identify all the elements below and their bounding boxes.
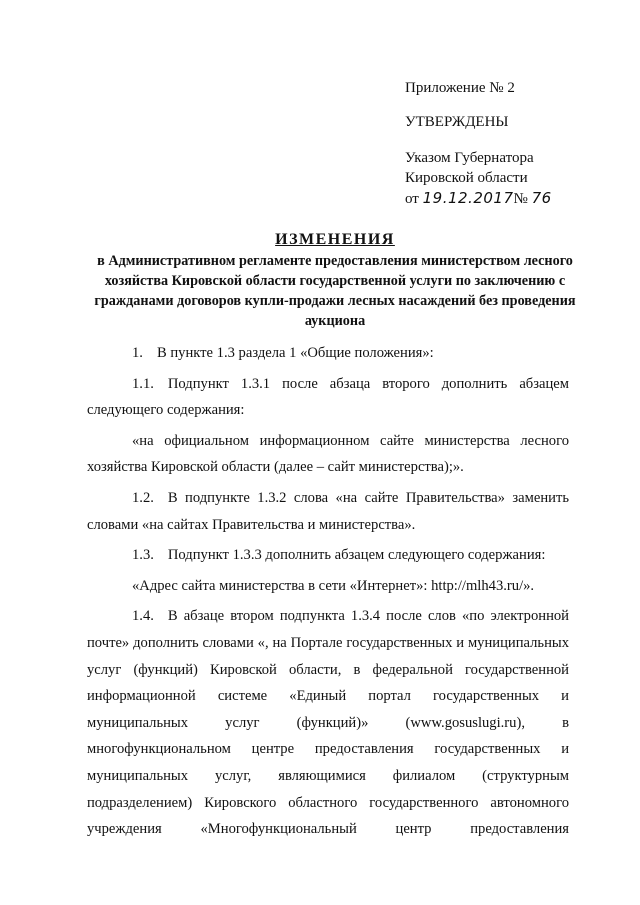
- paragraph-number: 1.4.: [132, 608, 154, 625]
- approval-block: [405, 78, 625, 209]
- decree-date-line: [405, 188, 625, 209]
- paragraph-1-2: [87, 485, 569, 538]
- paragraph-number: 1.2.: [132, 489, 154, 506]
- document-title: ИЗМЕНЕНИЯ: [275, 231, 395, 248]
- paragraph-1-4: [87, 603, 569, 842]
- paragraph-text: Подпункт 1.3.1 после абзаца второго дополнить абзацем следующего содержания:: [87, 375, 569, 419]
- handwritten-number: 76: [531, 189, 552, 207]
- number-sign: №: [513, 191, 528, 207]
- paragraph-number: 1.: [132, 345, 143, 361]
- paragraph-number: 1.1.: [132, 375, 154, 392]
- paragraph-1: [87, 340, 569, 367]
- paragraph-text: Подпункт 1.3.3 дополнить абзацем следующего содержания:: [167, 547, 546, 564]
- paragraph-text: «Адрес сайта министерства в сети «Интернет»: http://mlh43.ru/».: [132, 577, 535, 594]
- paragraph-text: В подпункте 1.3.2 слова «на сайте Правительства» заменить словами «на сайтах Правительства и министерства».: [87, 489, 569, 533]
- decree-line-1: Указом Губернатора: [405, 150, 534, 166]
- paragraph-1-1: [87, 371, 569, 424]
- date-prefix: от: [405, 191, 419, 207]
- handwritten-date: 19.12.2017: [422, 189, 514, 207]
- appendix-label: Приложение № 2: [405, 80, 515, 96]
- paragraph-1-3-quote: [87, 573, 569, 600]
- document-body: [87, 340, 569, 843]
- paragraph-text: «на официальном информационном сайте министерства лесного хозяйства Кировской области (далее – сайт министерства);».: [87, 432, 569, 476]
- document-title-block: [85, 230, 585, 331]
- decree-line-2: Кировской области: [405, 170, 528, 186]
- paragraph-1-3: [87, 542, 569, 569]
- paragraph-1-1-quote: [87, 428, 569, 481]
- document-subtitle: в Административном регламенте предоставления министерством лесного хозяйства Кировской области государственной услуги по заключению с гражданами договоров купли-продажи лесных насаждений без проведения аукциона: [94, 253, 576, 329]
- approved-label: УТВЕРЖДЕНЫ: [405, 114, 509, 130]
- paragraph-number: 1.3.: [132, 547, 154, 564]
- paragraph-text: В абзаце втором подпункта 1.3.4 после слов «по электронной почте» дополнить словами «, на Портале государственных и муниципальных услуг (функций) Кировской области, в федеральной государственной информационной системе «Единый портал государственных и муниципальных услуг (функций)» (www.gosuslugi.ru), в многофункциональном центре предоставления государственных и муниципальных услуг, являющимися филиалом (структурным подразделением) Кировского областного государственного автономного учреждения «Многофункциональный центр предоставления: [87, 608, 569, 838]
- paragraph-text: В пункте 1.3 раздела 1 «Общие положения»:: [156, 345, 434, 361]
